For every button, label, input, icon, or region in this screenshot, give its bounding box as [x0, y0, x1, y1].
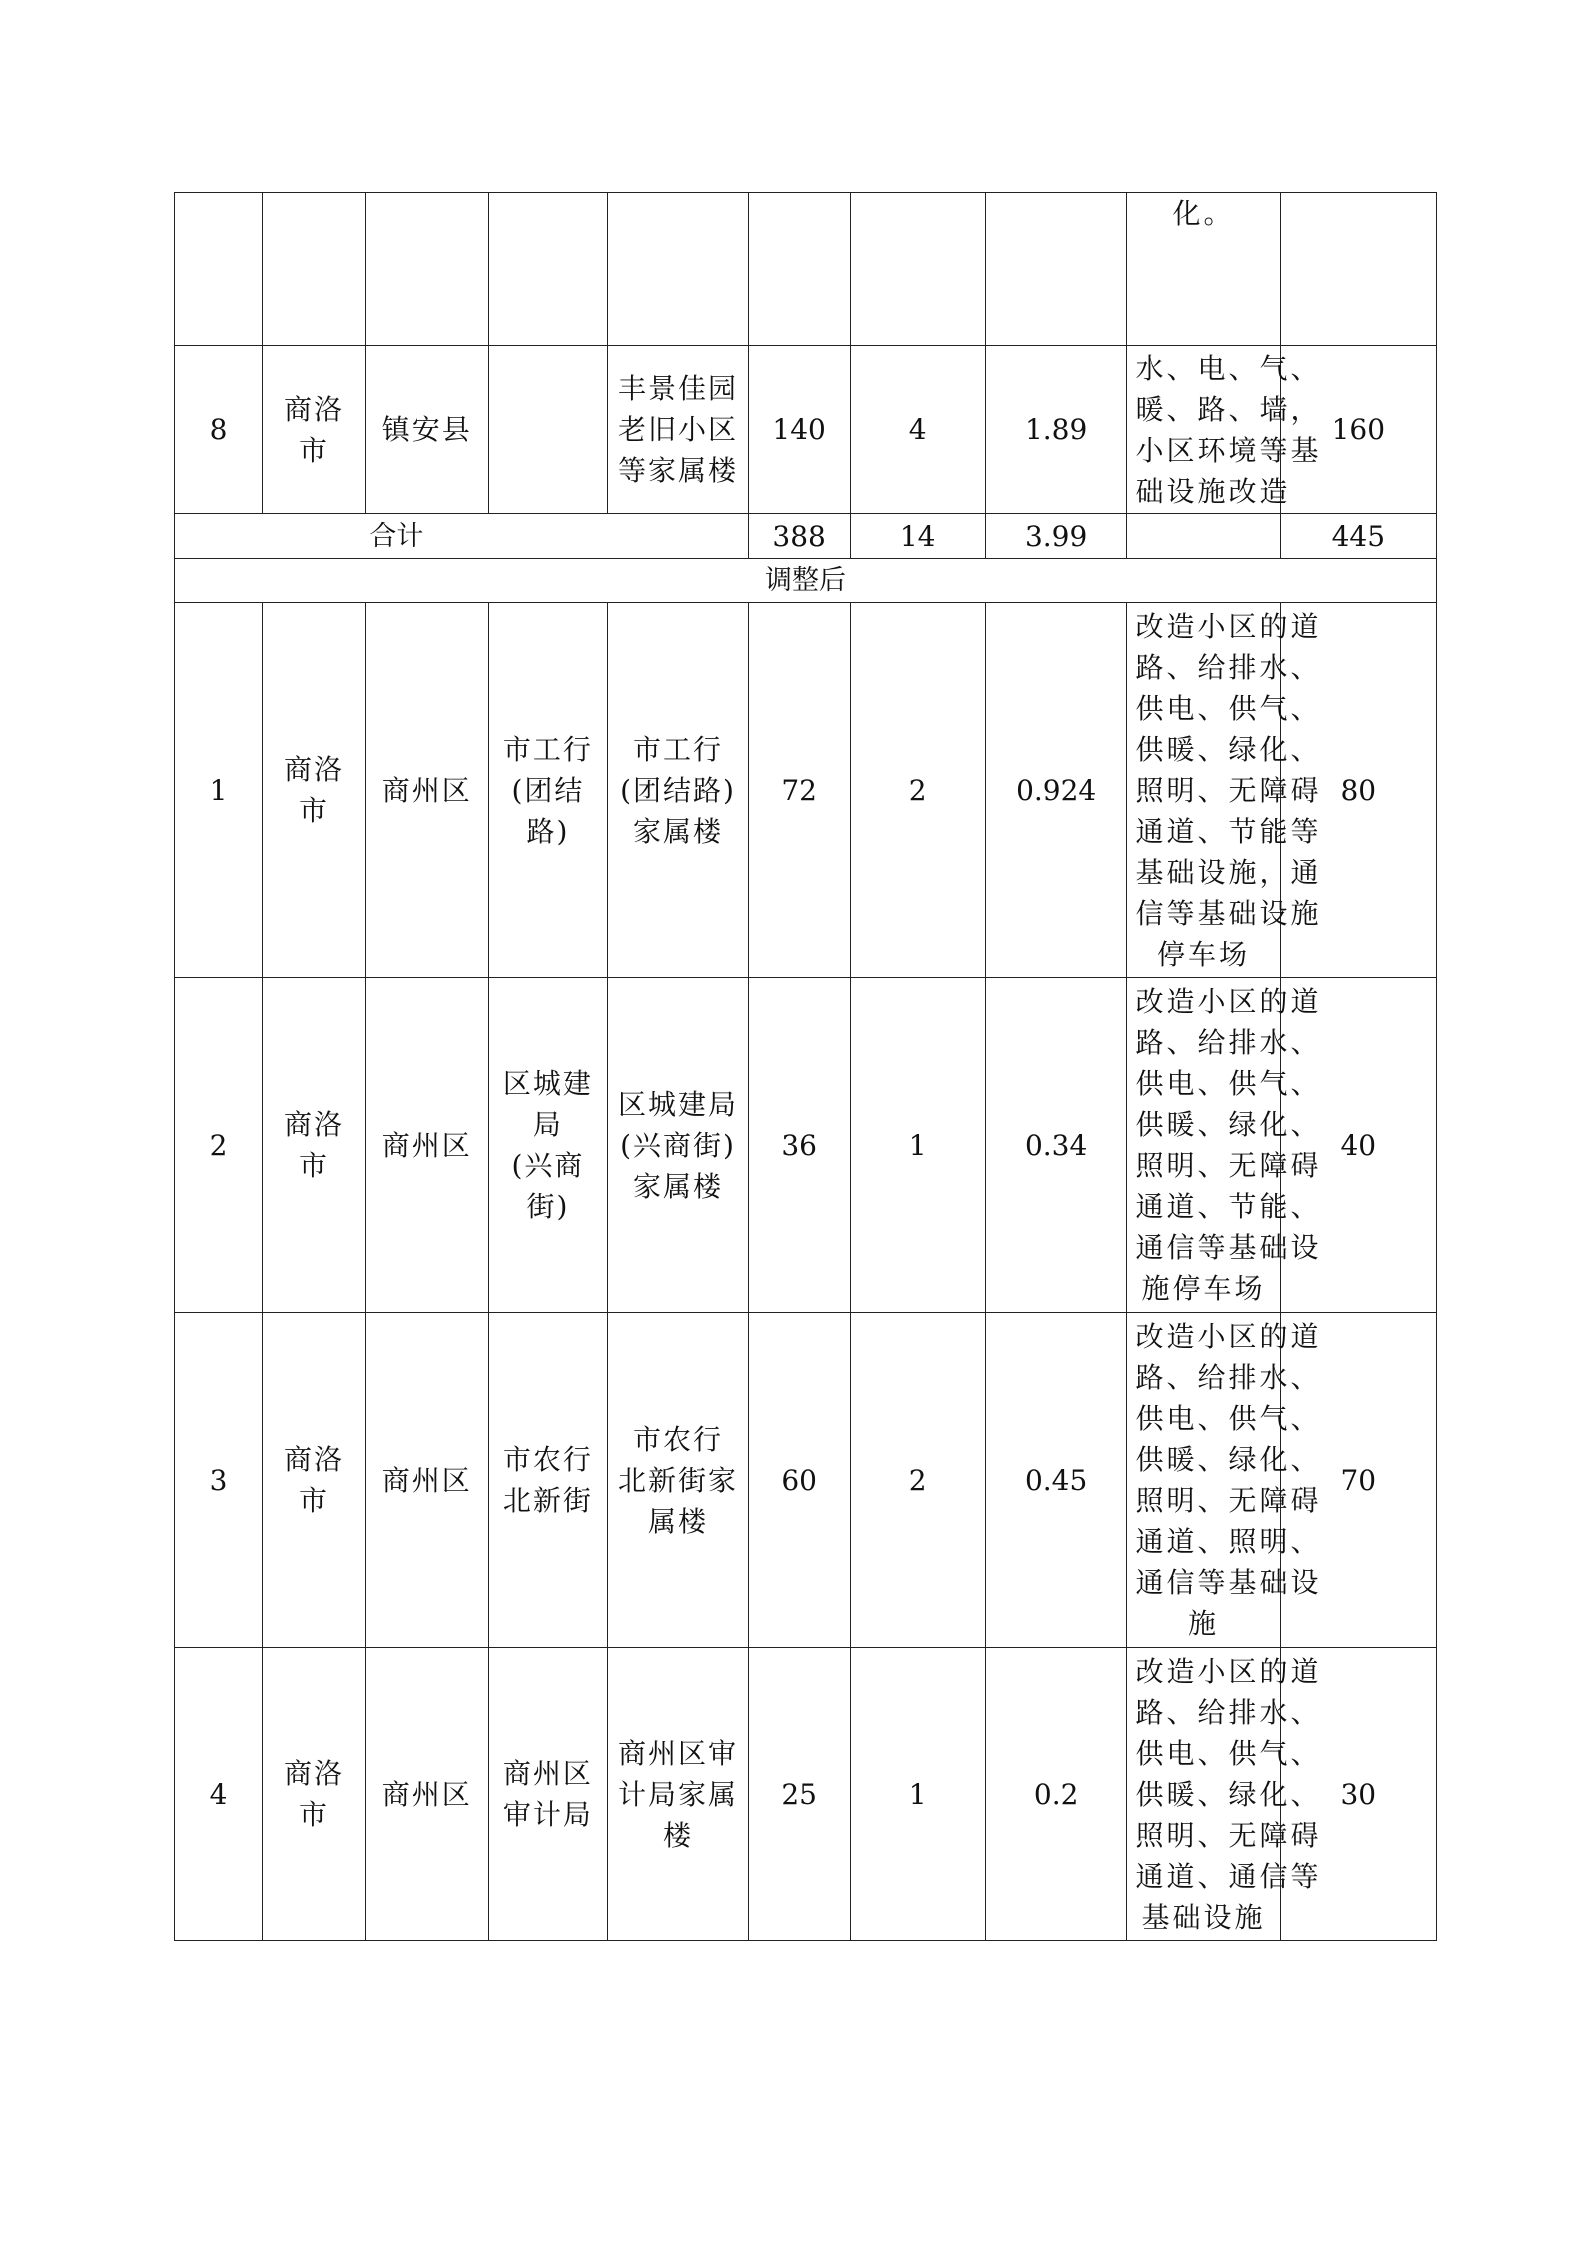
cell-area: 0.45	[985, 1313, 1127, 1648]
cell-buildings: 2	[850, 603, 985, 978]
cell-name: 丰景佳园 老旧小区 等家属楼	[608, 346, 749, 514]
cell-buildings: 1	[850, 1648, 985, 1941]
cell-desc: 水、电、气、 暖、路、墙， 小区环境等基 础设施改造	[1127, 346, 1280, 514]
total-invest: 445	[1280, 514, 1436, 559]
cell-no: 3	[175, 1313, 263, 1648]
cell-name: 商州区审 计局家属 楼	[608, 1648, 749, 1941]
cell-name: 市农行 北新街家 属楼	[608, 1313, 749, 1648]
cell-district: 商州区	[365, 1648, 488, 1941]
cell-name: 市工行 (团结路) 家属楼	[608, 603, 749, 978]
total-row	[175, 514, 1437, 559]
cell-city: 商洛 市	[263, 603, 366, 978]
total-label: 合计	[175, 514, 749, 559]
section-title: 调整后	[175, 559, 1437, 603]
total-buildings: 14	[850, 514, 985, 559]
cell-invest: 160	[1280, 346, 1436, 514]
cell-district: 镇安县	[365, 346, 488, 514]
cell-area: 0.2	[985, 1648, 1127, 1941]
cell-city: 商洛 市	[263, 1648, 366, 1941]
cell-invest: 40	[1280, 978, 1436, 1313]
cell-desc: 改造小区的道 路、给排水、 供电、供气、 供暖、绿化、 照明、无障碍 通道、节能、 通信等基础设 施停车场	[1127, 978, 1280, 1313]
cell-desc: 改造小区的道 路、给排水、 供电、供气、 供暖、绿化、 照明、无障碍 通道、节能等 基础设施，通 信等基础设施 停车场	[1127, 603, 1280, 978]
cell-unit: 区城建 局 (兴商 街)	[488, 978, 608, 1313]
cell-city	[263, 193, 366, 346]
section-header-row	[175, 559, 1437, 603]
cell-invest: 30	[1280, 1648, 1436, 1941]
cell-unit	[488, 346, 608, 514]
cell-district: 商州区	[365, 1313, 488, 1648]
table-row	[175, 1648, 1437, 1941]
total-area: 3.99	[985, 514, 1127, 559]
cell-desc: 改造小区的道 路、给排水、 供电、供气、 供暖、绿化、 照明、无障碍 通道、照明、 通信等基础设 施	[1127, 1313, 1280, 1648]
cell-no: 1	[175, 603, 263, 978]
cell-invest: 70	[1280, 1313, 1436, 1648]
cell-area: 0.34	[985, 978, 1127, 1313]
cell-households: 36	[748, 978, 850, 1313]
table-row	[175, 978, 1437, 1313]
cell-city: 商洛 市	[263, 346, 366, 514]
cell-district	[365, 193, 488, 346]
table-row	[175, 346, 1437, 514]
cell-households: 140	[748, 346, 850, 514]
cell-households: 72	[748, 603, 850, 978]
cell-unit: 商州区 审计局	[488, 1648, 608, 1941]
total-households: 388	[748, 514, 850, 559]
table-row-continued	[175, 193, 1437, 346]
cell-households: 25	[748, 1648, 850, 1941]
cell-area	[985, 193, 1127, 346]
cell-buildings: 4	[850, 346, 985, 514]
cell-no: 2	[175, 978, 263, 1313]
cell-buildings	[850, 193, 985, 346]
cell-no: 4	[175, 1648, 263, 1941]
cell-unit	[488, 193, 608, 346]
cell-households	[748, 193, 850, 346]
cell-desc	[1127, 193, 1280, 346]
cell-households: 60	[748, 1313, 850, 1648]
table-row	[175, 603, 1437, 978]
cell-no: 8	[175, 346, 263, 514]
cell-no	[175, 193, 263, 346]
cell-area: 0.924	[985, 603, 1127, 978]
cell-invest: 80	[1280, 603, 1436, 978]
cell-buildings: 2	[850, 1313, 985, 1648]
cell-desc: 改造小区的道 路、给排水、 供电、供气、 供暖、绿化、 照明、无障碍 通道、通信等 基础设施	[1127, 1648, 1280, 1941]
cell-area: 1.89	[985, 346, 1127, 514]
table-row	[175, 1313, 1437, 1648]
project-table	[174, 192, 1437, 1941]
cell-city: 商洛 市	[263, 978, 366, 1313]
cell-name: 区城建局 (兴商街) 家属楼	[608, 978, 749, 1313]
total-desc	[1127, 514, 1280, 559]
cell-unit: 市工行 (团结 路)	[488, 603, 608, 978]
cell-buildings: 1	[850, 978, 985, 1313]
cell-invest	[1280, 193, 1436, 346]
desc-line: 化。	[1172, 197, 1235, 230]
cell-district: 商州区	[365, 978, 488, 1313]
cell-district: 商州区	[365, 603, 488, 978]
cell-name	[608, 193, 749, 346]
cell-unit: 市农行 北新街	[488, 1313, 608, 1648]
cell-city: 商洛 市	[263, 1313, 366, 1648]
